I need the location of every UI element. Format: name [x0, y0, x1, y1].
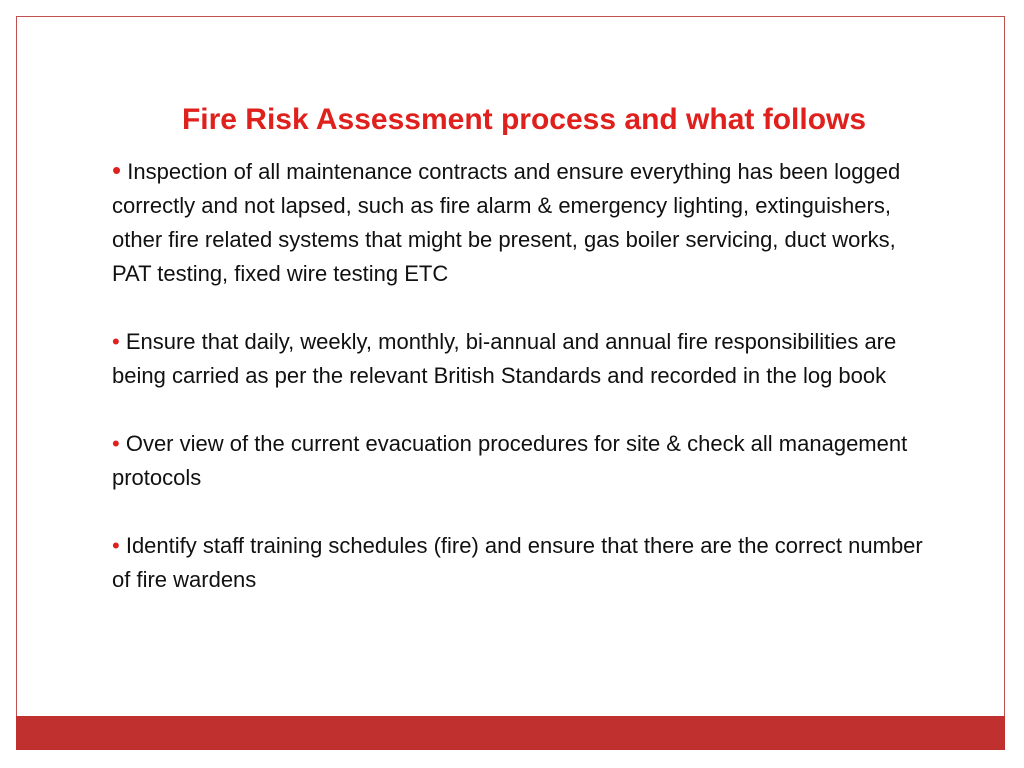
bullet-marker: •	[112, 329, 120, 354]
footer-bar	[16, 716, 1005, 750]
bullet-marker: •	[112, 155, 122, 185]
bullet-item-4	[112, 529, 932, 597]
bullet-list	[112, 153, 932, 597]
bullet-marker: •	[112, 431, 120, 456]
bullet-item-3	[112, 427, 932, 495]
slide-title: Fire Risk Assessment process and what follows	[181, 103, 867, 136]
bullet-text: Inspection of all maintenance contracts and ensure everything has been logged correctly and not lapsed, such as fire alarm & emergency lighting, extinguishers, other fire related systems that might be present, gas boiler servicing, duct works, PAT testing, fixed wire testing ETC	[112, 159, 901, 286]
bullet-text: Ensure that daily, weekly, monthly, bi-annual and annual fire responsibilities are being carried as per the relevant British Standards and recorded in the log book	[112, 329, 897, 388]
bullet-marker: •	[112, 533, 120, 558]
bullet-item-1	[112, 153, 932, 291]
bullet-item-2	[112, 325, 932, 393]
bullet-text: Over view of the current evacuation procedures for site & check all management protocols	[112, 431, 908, 490]
bullet-text: Identify staff training schedules (fire) and ensure that there are the correct number of fire wardens	[112, 533, 923, 592]
